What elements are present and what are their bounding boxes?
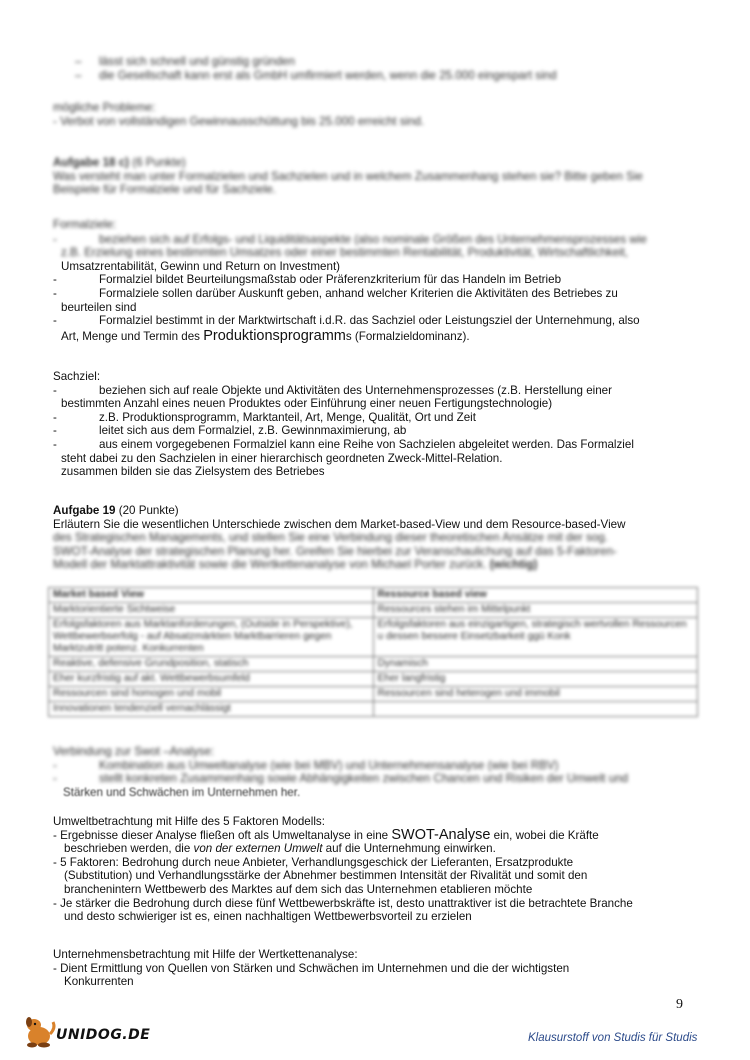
list-item-continuation: beschrieben werden, die von der externen Umwelt auf die Unternehmung einwirken. [64,842,496,856]
formalziele-label: Formalziele: [53,218,117,231]
list-item-continuation: z.B. Erzielung eines bestimmten Umsatzes oder einer bestimmten Rentabilität, Produktivität, Wirtschaftlichkeit, [61,246,629,260]
table-cell [373,702,698,717]
table-cell: Ressourcen sind homogen und mobil [49,687,374,702]
swot-label: Verbindung zur Swot –Analyse: [53,745,215,758]
page-number: 9 [676,997,683,1012]
list-item-continuation: und desto schwieriger ist es, einen nachhaltigen Wettbewerbsvorteil zu erzielen [64,910,472,924]
list-item: - Ergebnisse dieser Analyse fließen oft als Umweltanalyse in eine SWOT-Analyse ein, wobei die Kräfte [53,826,599,843]
table-row [49,603,698,618]
list-item: – die Gesellschaft kann erst als GmbH umfirmiert werden, wenn die 25.000 eingespart sind [75,68,557,82]
aufgabe-19-question: des Strategischen Managements, und stellen Sie eine Verbindung dieser theoretischen Ansätze mit der sog. [53,531,608,545]
list-item-continuation: bestimmten Anzahl eines neuen Produktes oder Einführung einer neuen Fertigungstechnologie) [61,397,553,411]
list-item: - beziehen sich auf Erfolgs- und Liquiditätsaspekte (also nominale Größen des Unternehmensprozesses wie [53,232,647,246]
problems-item: - Verbot von vollständigen Gewinnausschüttung bis 25.000 erreicht sind. [53,114,425,128]
list-item: – lässt sich schnell und günstig gründen [75,55,295,68]
aufgabe-19-points: (20 Punkte) [118,504,179,517]
table-row [49,672,698,687]
list-item: - Formalziel bildet Beurteilungsmaßstab oder Präferenzkriterium für das Handeln im Betrieb [53,273,562,287]
table-cell: Reaktive, defensive Grundposition, statisch [49,657,374,672]
problems-label: mögliche Probleme: [53,101,156,114]
aufgabe-19-question: Modell der Marktattraktivität sowie die Wertkettenanalyse von Michael Porter zurück. (wichtig) [53,558,538,572]
logo-text: UNIDOG.DE [56,1027,151,1043]
formalziele-block [53,218,693,343]
aufgabe-18-question: Beispiele für Formalziele und für Sachziele. [53,183,276,197]
table-cell: Erfolgsfaktoren aus einzigartigen, strategisch wertvollen Ressourcen u dessen bessere Einsetzbarkeit ggü Konk [373,618,698,657]
umwelt-block [53,815,693,924]
table-cell: Eher kurzfristig auf akt. Wettbewerbsumfeld [49,672,374,687]
list-item-continuation: Art, Menge und Termin des Produktionsprogramms (Formalzieldominanz). [61,327,470,344]
problems-block [53,101,693,128]
table-cell: Ressources stehen im Mittelpunkt [373,603,698,618]
footer-tagline: Klausurstoff von Studis für Studis [528,1032,698,1044]
comparison-table [48,587,698,717]
aufgabe-19-block [53,504,693,572]
list-item-continuation: (Substitution) und Verhandlungsstärke der Abnehmer bestimmen Intensität der Rivalität und somit den [64,869,588,883]
table-cell: Eher langfristig [373,672,698,687]
list-item: - leitet sich aus dem Formalziel, z.B. Gewinnmaximierung, ab [53,424,407,438]
sachziel-block [53,370,693,479]
aufgabe-18-block [53,156,693,197]
list-item: - z.B. Produktionsprogramm, Marktanteil, Art, Menge, Qualität, Ort und Zeit [53,410,476,424]
table-cell: Erfolgsfaktoren aus Marktanforderungen, (Outside in Perspektive), Wettbewerbserfolg - auf Absatzmärkten Marktbarrieren gegen Marktzutritt potenz. Konkurrenten [49,618,374,657]
list-item: - Dient Ermittlung von Quellen von Stärken und Schwächen im Unternehmen und die der wichtigsten [53,961,570,975]
top-bullets [53,55,693,82]
list-item-continuation: Stärken und Schwächen im Unternehmen her. [63,785,301,799]
table-header: Ressource based view [373,588,698,603]
aufgabe-18-points: (6 Punkte) [132,156,186,169]
table-cell: Ressourcen sind heterogen und immobil [373,687,698,702]
wertkette-block [53,948,693,989]
table-cell: Innovationen tendenziell vernachlässigt [49,702,374,717]
aufgabe-19-question: Erläutern Sie die wesentlichen Unterschiede zwischen dem Market-based-View und dem Resource-based-View [53,517,626,531]
table-cell: Dynamisch [373,657,698,672]
list-item: - Je stärker die Bedrohung durch diese fünf Wettbewerbskräfte ist, desto unattraktiver ist die betrachtete Branche [53,896,633,910]
table-header: Market based View [49,588,374,603]
list-item: - Formalziele sollen darüber Auskunft geben, anhand welcher Kriterien die Aktivitäten des Betriebes zu [53,286,618,300]
list-item: - Kombination aus Umweltanalyse (wie bei MBV) und Unternehmensanalyse (wie bei RBV) [53,758,559,772]
table-cell: Marktorientierte Sichtweise [49,603,374,618]
list-item: - aus einem vorgegebenen Formalziel kann eine Reihe von Sachzielen abgeleitet werden. Das Formalziel [53,437,634,451]
table-row [49,618,698,657]
table-header-row [49,588,698,603]
list-item-continuation: Umsatzrentabilität, Gewinn und Return on Investment) [61,259,341,273]
table-row [49,657,698,672]
aufgabe-18-question: Was versteht man unter Formalzielen und Sachzielen und in welchem Zusammenhang stehen sie? Bitte geben Sie [53,169,643,183]
list-item: - Formalziel bestimmt in der Marktwirtschaft i.d.R. das Sachziel oder Leistungsziel der Unternehmung, also [53,314,640,328]
table-row [49,687,698,702]
list-item-continuation: beurteilen sind [61,300,137,314]
wertkette-label: Unternehmensbetrachtung mit Hilfe der Wertkettenanalyse: [53,948,358,961]
list-item: - 5 Faktoren: Bedrohung durch neue Anbieter, Verhandlungsgeschick der Lieferanten, Ersatzprodukte [53,855,574,869]
list-item: - stellt konkreten Zusammenhang sowie Abhängigkeiten zwischen Chancen und Risiken der Umwelt und [53,772,629,786]
list-item: - beziehen sich auf reale Objekte und Aktivitäten des Unternehmensprozesses (z.B. Herstellung einer [53,383,612,397]
list-item-continuation: steht dabei zu den Sachzielen in einer hierarchisch geordneten Zweck-Mittel-Relation. [61,451,503,465]
sachziel-label: Sachziel: [53,370,101,383]
swot-block [53,745,693,799]
list-item-continuation: Konkurrenten [64,975,134,989]
table-row [49,702,698,717]
list-item-continuation: zusammen bilden sie das Zielsystem des Betriebes [61,465,325,479]
aufgabe-19-title: Aufgabe 19 [53,504,116,517]
list-item-continuation: branchenintern Wettbewerb des Marktes auf dem sich das Unternehmen etablieren möchte [64,882,533,896]
umwelt-label: Umweltbetrachtung mit Hilfe des 5 Faktoren Modells: [53,815,325,828]
aufgabe-19-question: SWOT-Analyse der strategischen Planung her. Greifen Sie hierbei zur Veranschaulichung auf das 5-Faktoren- [53,544,617,558]
aufgabe-18-title: Aufgabe 18 c) [53,156,130,169]
